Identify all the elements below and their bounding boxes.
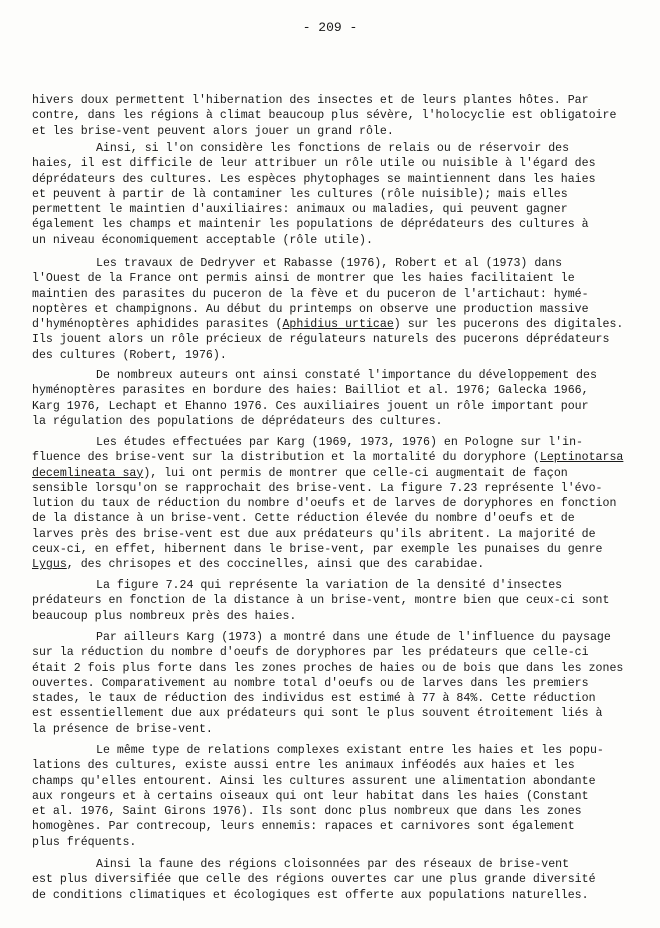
text-line: l'Ouest de la France ont permis ainsi de montrer que les haies facilitaient le	[32, 272, 575, 286]
text-line: haies, il est difficile de leur attribuer un rôle utile ou nuisible à l'égard des	[32, 157, 596, 171]
text-line: Les travaux de Dedryver et Rabasse (1976), Robert et al (1973) dans	[96, 257, 563, 270]
text-line: Ils jouent alors un rôle précieux de régulateurs naturels des pucerons déprédateurs	[32, 333, 610, 347]
text-line: des cultures (Robert, 1976).	[32, 348, 227, 362]
text-line: et les brise-vent peuvent alors jouer un grand rôle.	[32, 124, 394, 138]
text-line: Par ailleurs Karg (1973) a montré dans une étude de l'influence du paysage	[96, 631, 611, 644]
text-line: la présence de brise-vent.	[32, 722, 213, 736]
text-line: un niveau économiquement acceptable (rôle utile).	[32, 233, 373, 247]
paragraph-landscape-influence	[32, 630, 634, 737]
text-line: Lygus, des chrisopes et des coccinelles, ainsi que des carabidae.	[32, 558, 485, 572]
paragraph-dedryver-rabasse	[32, 256, 634, 363]
paragraph-karg-studies	[32, 435, 634, 573]
text-line: Les études effectuées par Karg (1969, 1973, 1976) en Pologne sur l'in-	[96, 436, 584, 449]
text-line: est essentiellement due aux prédateurs qui sont le plus souvent étroitement liés à	[32, 707, 603, 721]
text-line: sensible lorsqu'on se rapprochait des brise-vent. La figure 7.23 représente l'évo-	[32, 481, 603, 495]
text-line: et al. 1976, Saint Girons 1976). Ils sont donc plus nombreux que dans les zones	[32, 805, 582, 819]
text-line: aux rongeurs et à certains oiseaux qui ont leur habitat dans les haies (Constant	[32, 789, 589, 803]
text-line: de conditions climatiques et écologiques est offerte aux populations naturelles.	[32, 888, 589, 902]
text-line: était 2 fois plus forte dans les zones proches de haies ou de bois que dans les zones	[32, 661, 624, 675]
text-line: Karg 1976, Lechapt et Ehanno 1976. Ces auxiliaires jouent un rôle important pour	[32, 399, 589, 413]
text-line: lations des cultures, existe aussi entre les animaux inféodés aux haies et les	[32, 759, 575, 773]
text-line: la régulation des populations de déprédateurs des cultures.	[32, 414, 443, 428]
paragraph-fauna-diversity	[32, 857, 634, 903]
text-line: Ainsi, si l'on considère les fonctions de relais ou de réservoir des	[96, 142, 570, 155]
text-line: et peuvent à partir de là contaminer les cultures (rôle nuisible); mais elles	[32, 187, 568, 201]
text-line: de la distance à un brise-vent. Cette réduction élevée du nombre d'oeufs et de	[32, 512, 575, 526]
text-line: prédateurs en fonction de la distance à un brise-vent, montre bien que ceux-ci sont	[32, 594, 610, 608]
text-line: noptères et champignons. Au début du printemps on observe une production massive	[32, 302, 589, 316]
text-line: plus fréquents.	[32, 835, 137, 849]
text-line: larves près des brise-vent est due aux prédateurs qu'ils abritent. La majorité de	[32, 527, 596, 541]
paragraph-figure-7-24	[32, 578, 634, 624]
paragraph-parasites-hedges	[32, 368, 634, 429]
text-line: champs qu'elles entourent. Ainsi les cultures assurent une alimentation abondante	[32, 774, 596, 788]
text-line: De nombreux auteurs ont ainsi constaté l'importance du développement des	[96, 369, 597, 382]
text-line: hivers doux permettent l'hibernation des insectes et de leurs plantes hôtes. Par	[32, 94, 589, 107]
text-line: contre, dans les régions à climat beaucoup plus sévère, l'holocyclie est obligatoire	[32, 109, 617, 123]
text-line: ceux-ci, en effet, hibernent dans le brise-vent, par exemple les punaises du genre	[32, 543, 603, 557]
text-line: Ainsi la faune des régions cloisonnées par des réseaux de brise-vent	[96, 858, 570, 871]
text-line: maintien des parasites du puceron de la fève et du puceron de l'artichaut: hymé-	[32, 287, 589, 301]
paragraph-hibernation	[32, 93, 634, 139]
text-line: d'hyménoptères aphidides parasites (Aphidius urticae) sur les pucerons des digitales.	[32, 318, 624, 332]
text-line: permettent le maintien d'auxiliaires: animaux ou maladies, qui peuvent gagner	[32, 203, 568, 217]
text-line: déprédateurs des cultures. Les espèces phytophages se maintiennent dans les haies	[32, 172, 596, 186]
text-line: sur la réduction du nombre d'oeufs de doryphores par les prédateurs que celle-ci	[32, 646, 589, 660]
text-line: decemlineata say), lui ont permis de montrer que celle-ci augmentait de façon	[32, 466, 568, 480]
text-line: stades, le taux de réduction des individus est estimé à 77 à 84%. Cette réduction	[32, 692, 596, 706]
text-line: La figure 7.24 qui représente la variation de la densité d'insectes	[96, 579, 563, 592]
paragraph-complex-relations	[32, 743, 634, 850]
text-line: ouvertes. Comparativement au nombre total d'oeufs ou de larves dans les premiers	[32, 676, 589, 690]
paragraph-relay-reservoir	[32, 141, 634, 248]
text-line: lution du taux de réduction du nombre d'oeufs et de larves de doryphores en fonction	[32, 497, 617, 511]
text-line: beaucoup plus nombreux près des haies.	[32, 609, 297, 623]
text-line: hyménoptères parasites en bordure des haies: Bailliot et al. 1976; Galecka 1966,	[32, 384, 589, 398]
text-line: fluence des brise-vent sur la distribution et la mortalité du doryphore (Leptinotarsa	[32, 451, 624, 465]
text-line: homogènes. Par contrecoup, leurs ennemis: rapaces et carnivores sont également	[32, 820, 575, 834]
text-line: est plus diversifiée que celle des régions ouvertes car une plus grande diversité	[32, 873, 596, 887]
text-line: également les champs et maintenir les populations de déprédateurs des cultures à	[32, 218, 589, 232]
page-number: - 209 -	[302, 20, 358, 35]
text-line: Le même type de relations complexes existant entre les haies et les popu-	[96, 744, 604, 757]
